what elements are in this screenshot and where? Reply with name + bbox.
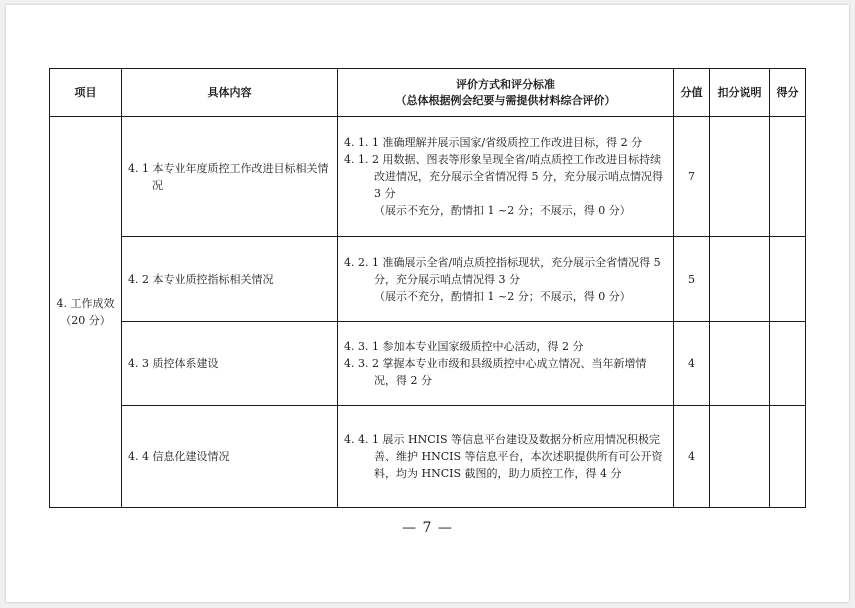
table-row [50, 237, 806, 322]
earned-cell [770, 117, 806, 237]
deduction-cell [710, 406, 770, 508]
category-points: （20 分） [60, 314, 111, 327]
header-score: 分值 [674, 69, 710, 117]
table-row [50, 117, 806, 237]
score-cell: 4 [674, 322, 710, 406]
header-criteria-subtitle: （总体根据例会纪要与需提供材料综合评价） [395, 93, 616, 107]
earned-cell [770, 322, 806, 406]
criteria-cell [338, 406, 674, 508]
criteria-cell [338, 237, 674, 322]
content-text: 4. 3 质控体系建设 [128, 357, 219, 370]
criteria-note: （展示不充分，酌情扣 1 ~2 分；不展示，得 0 分） [374, 289, 631, 303]
content-cell [122, 406, 338, 508]
content-cell [122, 322, 338, 406]
table-row [50, 406, 806, 508]
earned-cell [770, 237, 806, 322]
category-title: 4. 工作成效 [56, 297, 115, 310]
criteria-item: 4. 4. 1 展示 HNCIS 等信息平台建设及数据分析应用情况积极完善、维护 HNCIS 等信息平台，本次述职提供所有可公开资料，均为 HNCIS 截图的，助力质控工作，得 4 分 [344, 433, 663, 480]
score-cell: 7 [674, 117, 710, 237]
criteria-item: 4. 3. 2 掌握本专业市级和县级质控中心成立情况、当年新增情况，得 2 分 [344, 357, 647, 387]
content-cell [122, 117, 338, 237]
earned-cell [770, 406, 806, 508]
deduction-cell [710, 237, 770, 322]
criteria-item: 4. 3. 1 参加本专业国家级质控中心活动，得 2 分 [344, 340, 584, 353]
criteria-cell [338, 322, 674, 406]
evaluation-table [49, 68, 806, 508]
content-cell [122, 237, 338, 322]
deduction-cell [710, 322, 770, 406]
criteria-note: （展示不充分，酌情扣 1 ~2 分；不展示，得 0 分） [374, 204, 631, 217]
header-item: 项目 [50, 69, 122, 117]
table-header-row [50, 69, 806, 117]
score-cell: 5 [674, 237, 710, 322]
header-earned: 得分 [770, 69, 806, 117]
header-criteria-title: 评价方式和评分标准 [456, 77, 555, 91]
category-cell [50, 117, 122, 508]
header-content: 具体内容 [122, 69, 338, 117]
header-criteria [338, 69, 674, 117]
criteria-item: 4. 1. 1 准确理解并展示国家/省级质控工作改进目标，得 2 分 [344, 136, 643, 149]
criteria-cell [338, 117, 674, 237]
document-page [6, 5, 849, 602]
header-deduction: 扣分说明 [710, 69, 770, 117]
content-text: 4. 1 本专业年度质控工作改进目标相关情况 [128, 161, 329, 192]
deduction-cell [710, 117, 770, 237]
score-cell: 4 [674, 406, 710, 508]
content-text: 4. 4 信息化建设情况 [128, 450, 230, 463]
criteria-item: 4. 2. 1 准确展示全省/哨点质控指标现状，充分展示全省情况得 5 分，充分展示哨点情况得 3 分 [344, 255, 661, 286]
page-number: — 7 — [402, 520, 453, 536]
criteria-item: 4. 1. 2 用数据、图表等形象呈现全省/哨点质控工作改进目标持续改进情况，充分展示全省情况得 5 分，充分展示哨点情况得 3 分 [344, 153, 663, 200]
table-row [50, 322, 806, 406]
content-text: 4. 2 本专业质控指标相关情况 [128, 272, 274, 286]
